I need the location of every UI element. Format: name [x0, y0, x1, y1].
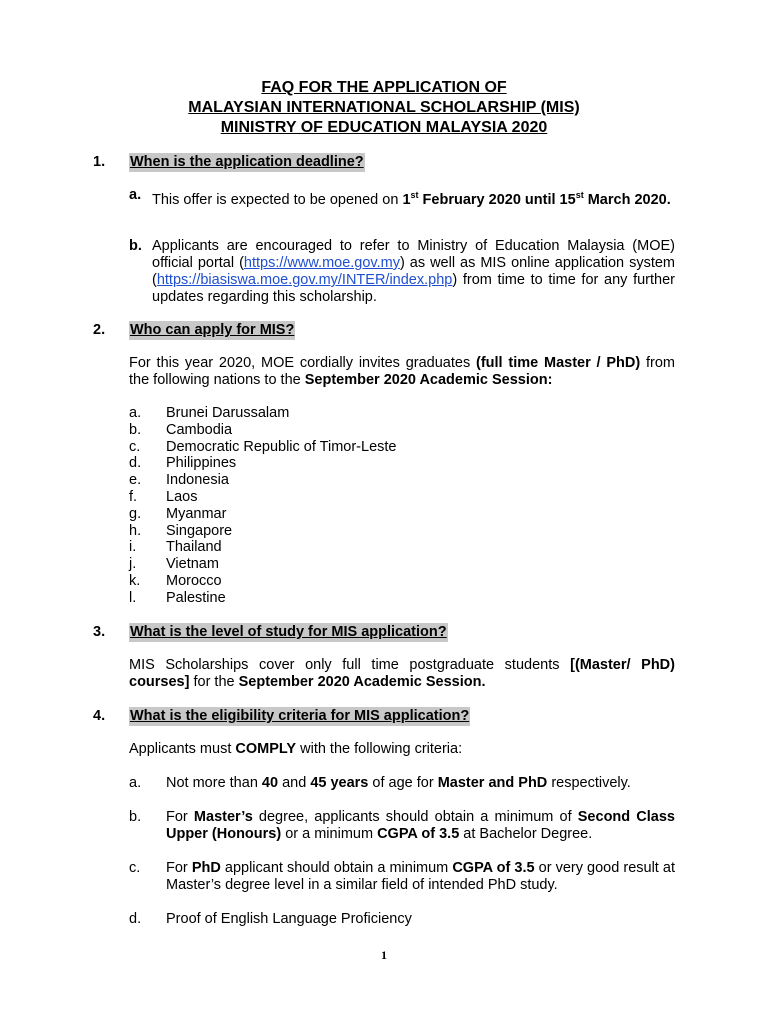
q4-c-text-2: applicant should obtain a minimum — [220, 860, 453, 876]
q4-c-bold-1: PhD — [191, 860, 221, 876]
q1-a-text: This offer is expected to be opened on — [152, 191, 403, 208]
q4-a-bold-2: 45 years — [310, 775, 369, 791]
q4-c-text-3: or very good result at Master’s degree level in a similar field of intended PhD study. — [166, 860, 675, 893]
q1-a-sup-1: st — [410, 190, 419, 200]
list-marker: j. — [129, 556, 137, 573]
country-name: Morocco — [166, 572, 222, 589]
q1-a-date-2: February 2020 until 15 — [418, 191, 576, 208]
q2-intro-text-2: from the following nations to the — [129, 355, 676, 388]
country-name: Myanmar — [166, 505, 227, 522]
q2-intro-text-1: For this year 2020, MOE cordially invites graduates — [129, 355, 477, 371]
q1-a-date-3: March 2020. — [583, 191, 671, 208]
q4-number: 4. — [93, 708, 106, 724]
country-name: Vietnam — [166, 556, 219, 573]
q4-c-text-1: For — [166, 860, 192, 876]
mis-application-link[interactable]: https://biasiswa.moe.gov.my/INTER/index.php — [156, 272, 453, 288]
q4-b-text-1: For — [166, 809, 194, 825]
q1-a-marker: a. — [129, 187, 142, 203]
q4-criterion-b — [129, 809, 675, 842]
country-name: Laos — [166, 488, 198, 505]
q4-a-bold-3: Master and PhD — [437, 775, 548, 791]
q4-d-marker: d. — [129, 911, 142, 927]
list-marker: g. — [129, 505, 142, 522]
q4-a-text-4: respectively. — [547, 775, 631, 791]
q1-a-date-1: 1 — [402, 191, 411, 208]
q3-bold-2: September 2020 Academic Session. — [238, 674, 486, 690]
q3-text-1: MIS Scholarships cover only full time postgraduate students — [129, 657, 571, 673]
q3-question: What is the level of study for MIS application? — [130, 624, 447, 640]
country-name: Indonesia — [166, 472, 229, 489]
q1-b-text-2: ) as well as MIS online application system ( — [152, 255, 675, 288]
list-marker: f. — [129, 488, 138, 505]
q2-intro — [129, 355, 675, 389]
country-name: Democratic Republic of Timor-Leste — [166, 438, 397, 455]
country-name: Palestine — [166, 589, 226, 606]
q4-intro — [129, 741, 675, 758]
title-line-1: FAQ FOR THE APPLICATION OF — [261, 79, 507, 96]
q4-d-text-1: Proof of English Language Proficiency — [166, 911, 412, 927]
q4-criterion-a — [129, 775, 675, 792]
country-name: Cambodia — [166, 421, 233, 438]
list-marker: k. — [129, 572, 141, 589]
q4-a-bold-1: 40 — [261, 775, 279, 791]
q4-a-marker: a. — [129, 775, 142, 791]
q4-criterion-d — [129, 911, 675, 928]
q1-answer-b — [129, 238, 675, 306]
list-marker: e. — [129, 472, 142, 489]
q4-a-text-3: of age for — [368, 775, 438, 791]
q4-b-marker: b. — [129, 809, 142, 825]
list-marker: b. — [129, 421, 142, 438]
q4-a-text-2: and — [278, 775, 311, 791]
q4-intro-text-1: Applicants must — [129, 741, 236, 757]
q4-criterion-c — [129, 860, 675, 893]
q1-answer-a — [129, 187, 675, 209]
q2-intro-bold-1: (full time Master / PhD) — [476, 355, 641, 371]
list-marker: a. — [129, 405, 142, 421]
q1-question: When is the application deadline? — [130, 154, 364, 170]
q4-a-text-1: Not more than — [166, 775, 262, 791]
q2-number: 2. — [93, 322, 106, 338]
q4-question: What is the eligibility criteria for MIS application? — [130, 708, 470, 724]
q4-c-bold-2: CGPA of 3.5 — [452, 860, 535, 876]
country-name: Singapore — [166, 522, 233, 539]
title-line-3: MINISTRY OF EDUCATION MALAYSIA 2020 — [220, 119, 548, 136]
q4-b-bold-2: Second Class Upper (Honours) — [166, 809, 675, 842]
q2-question: Who can apply for MIS? — [130, 322, 295, 338]
q4-b-text-4: at Bachelor Degree. — [459, 825, 593, 842]
country-name: Philippines — [166, 455, 237, 472]
q1-b-marker: b. — [129, 238, 142, 254]
q4-intro-text-2: with the following criteria: — [296, 741, 463, 757]
q4-b-bold-3: CGPA of 3.5 — [377, 825, 460, 842]
q3-answer — [129, 657, 675, 691]
q4-intro-bold: COMPLY — [235, 741, 297, 757]
list-marker: d. — [129, 455, 142, 472]
q4-b-text-2: degree, applicants should obtain a minimum of — [252, 809, 578, 825]
q2-intro-bold-2: September 2020 Academic Session: — [304, 372, 553, 388]
list-marker: c. — [129, 438, 141, 455]
q3-text-2: for the — [189, 674, 239, 690]
q1-b-text-1: Applicants are encouraged to refer to Ministry of Education Malaysia (MOE) official portal ( — [152, 238, 675, 271]
q4-b-text-3: or a minimum — [281, 825, 378, 842]
q4-c-marker: c. — [129, 860, 141, 876]
page-number: 1 — [381, 948, 387, 962]
q1-b-text-3: ) from time to time for any further updates regarding this scholarship. — [152, 272, 675, 305]
q3-bold-1: [(Master/ PhD) courses] — [129, 657, 675, 690]
country-name: Thailand — [166, 539, 222, 556]
title-line-2: MALAYSIAN INTERNATIONAL SCHOLARSHIP (MIS) — [188, 99, 580, 116]
list-marker: h. — [129, 522, 142, 539]
list-marker: l. — [129, 589, 137, 606]
list-marker: i. — [129, 539, 137, 556]
country-name: Brunei Darussalam — [166, 405, 290, 421]
q1-number: 1. — [93, 154, 106, 170]
q3-number: 3. — [93, 624, 106, 640]
moe-portal-link[interactable]: https://www.moe.gov.my — [243, 255, 400, 271]
q4-b-bold-1: Master’s — [193, 809, 253, 825]
q1-a-sup-2: st — [575, 190, 584, 200]
